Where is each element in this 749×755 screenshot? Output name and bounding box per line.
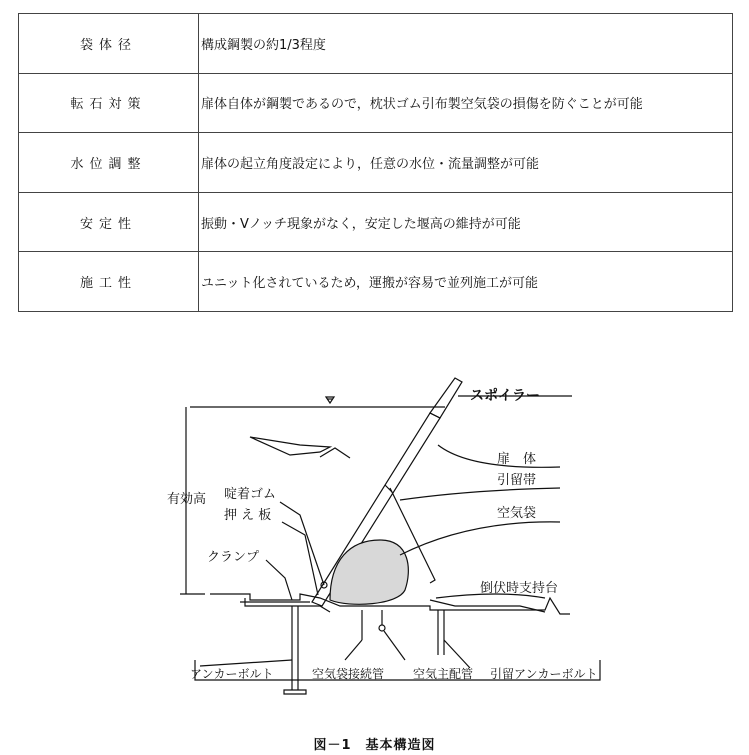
row-desc: 構成鋼製の約1/3程度	[199, 14, 733, 74]
row-label: 安定性	[19, 192, 199, 252]
table-row	[19, 73, 733, 133]
label-strap-anchor: 引留アンカーボルト	[490, 667, 598, 681]
label-effective-height: 有効高	[167, 492, 207, 507]
label-gate: 扉 体	[497, 452, 537, 467]
structure-diagram	[0, 330, 749, 730]
row-desc: ユニット化されているため，運搬が容易で並列施工が可能	[199, 252, 733, 312]
water-triangle-icon	[326, 397, 334, 403]
leader-strap	[400, 488, 560, 500]
label-anchor-bolt: アンカーボルト	[190, 667, 274, 681]
row-desc: 振動・Vノッチ現象がなく，安定した堰高の維持が可能	[199, 192, 733, 252]
table-row	[19, 252, 733, 312]
label-airbag: 空気袋	[497, 506, 537, 521]
label-air-connect: 空気袋接続管	[312, 667, 385, 681]
leader-clamp	[266, 560, 292, 600]
row-label: 水位調整	[19, 133, 199, 193]
row-label: 転石対策	[19, 73, 199, 133]
label-anti-rubber: 啶着ゴム	[224, 487, 277, 502]
leader-anti-rubber	[280, 502, 324, 585]
row-label: 施工性	[19, 252, 199, 312]
label-spoiler: スポイラー	[470, 388, 540, 404]
leader-airbag	[400, 522, 560, 555]
leader-air-main	[384, 631, 405, 660]
label-air-main: 空気主配管	[413, 667, 474, 681]
leader-strap-anchor	[444, 640, 470, 668]
row-desc: 扉体自体が鋼製であるので，枕状ゴム引布製空気袋の損傷を防ぐことが可能	[199, 73, 733, 133]
airbag-shape	[330, 540, 408, 604]
debris-shape	[250, 437, 330, 455]
row-label: 袋体径	[19, 14, 199, 74]
leader-anchor	[200, 660, 292, 666]
table-row	[19, 133, 733, 193]
spoiler-shape	[430, 378, 462, 418]
label-press-plate: 押 え 板	[224, 508, 272, 523]
label-clamp: クランプ	[207, 550, 260, 565]
spec-table	[18, 13, 733, 312]
strap-pin	[385, 485, 392, 492]
anchor-bolt-foot	[284, 690, 306, 694]
label-strap: 引留帯	[497, 473, 537, 488]
row-desc: 扉体の起立角度設定により，任意の水位・流量調整が可能	[199, 133, 733, 193]
table-row	[19, 14, 733, 74]
table-row	[19, 192, 733, 252]
air-main-valve	[379, 625, 385, 631]
leader-air-connect	[345, 640, 362, 660]
label-support: 倒伏時支持台	[480, 581, 559, 596]
figure-caption: 図－1 基本構造図	[313, 738, 436, 753]
